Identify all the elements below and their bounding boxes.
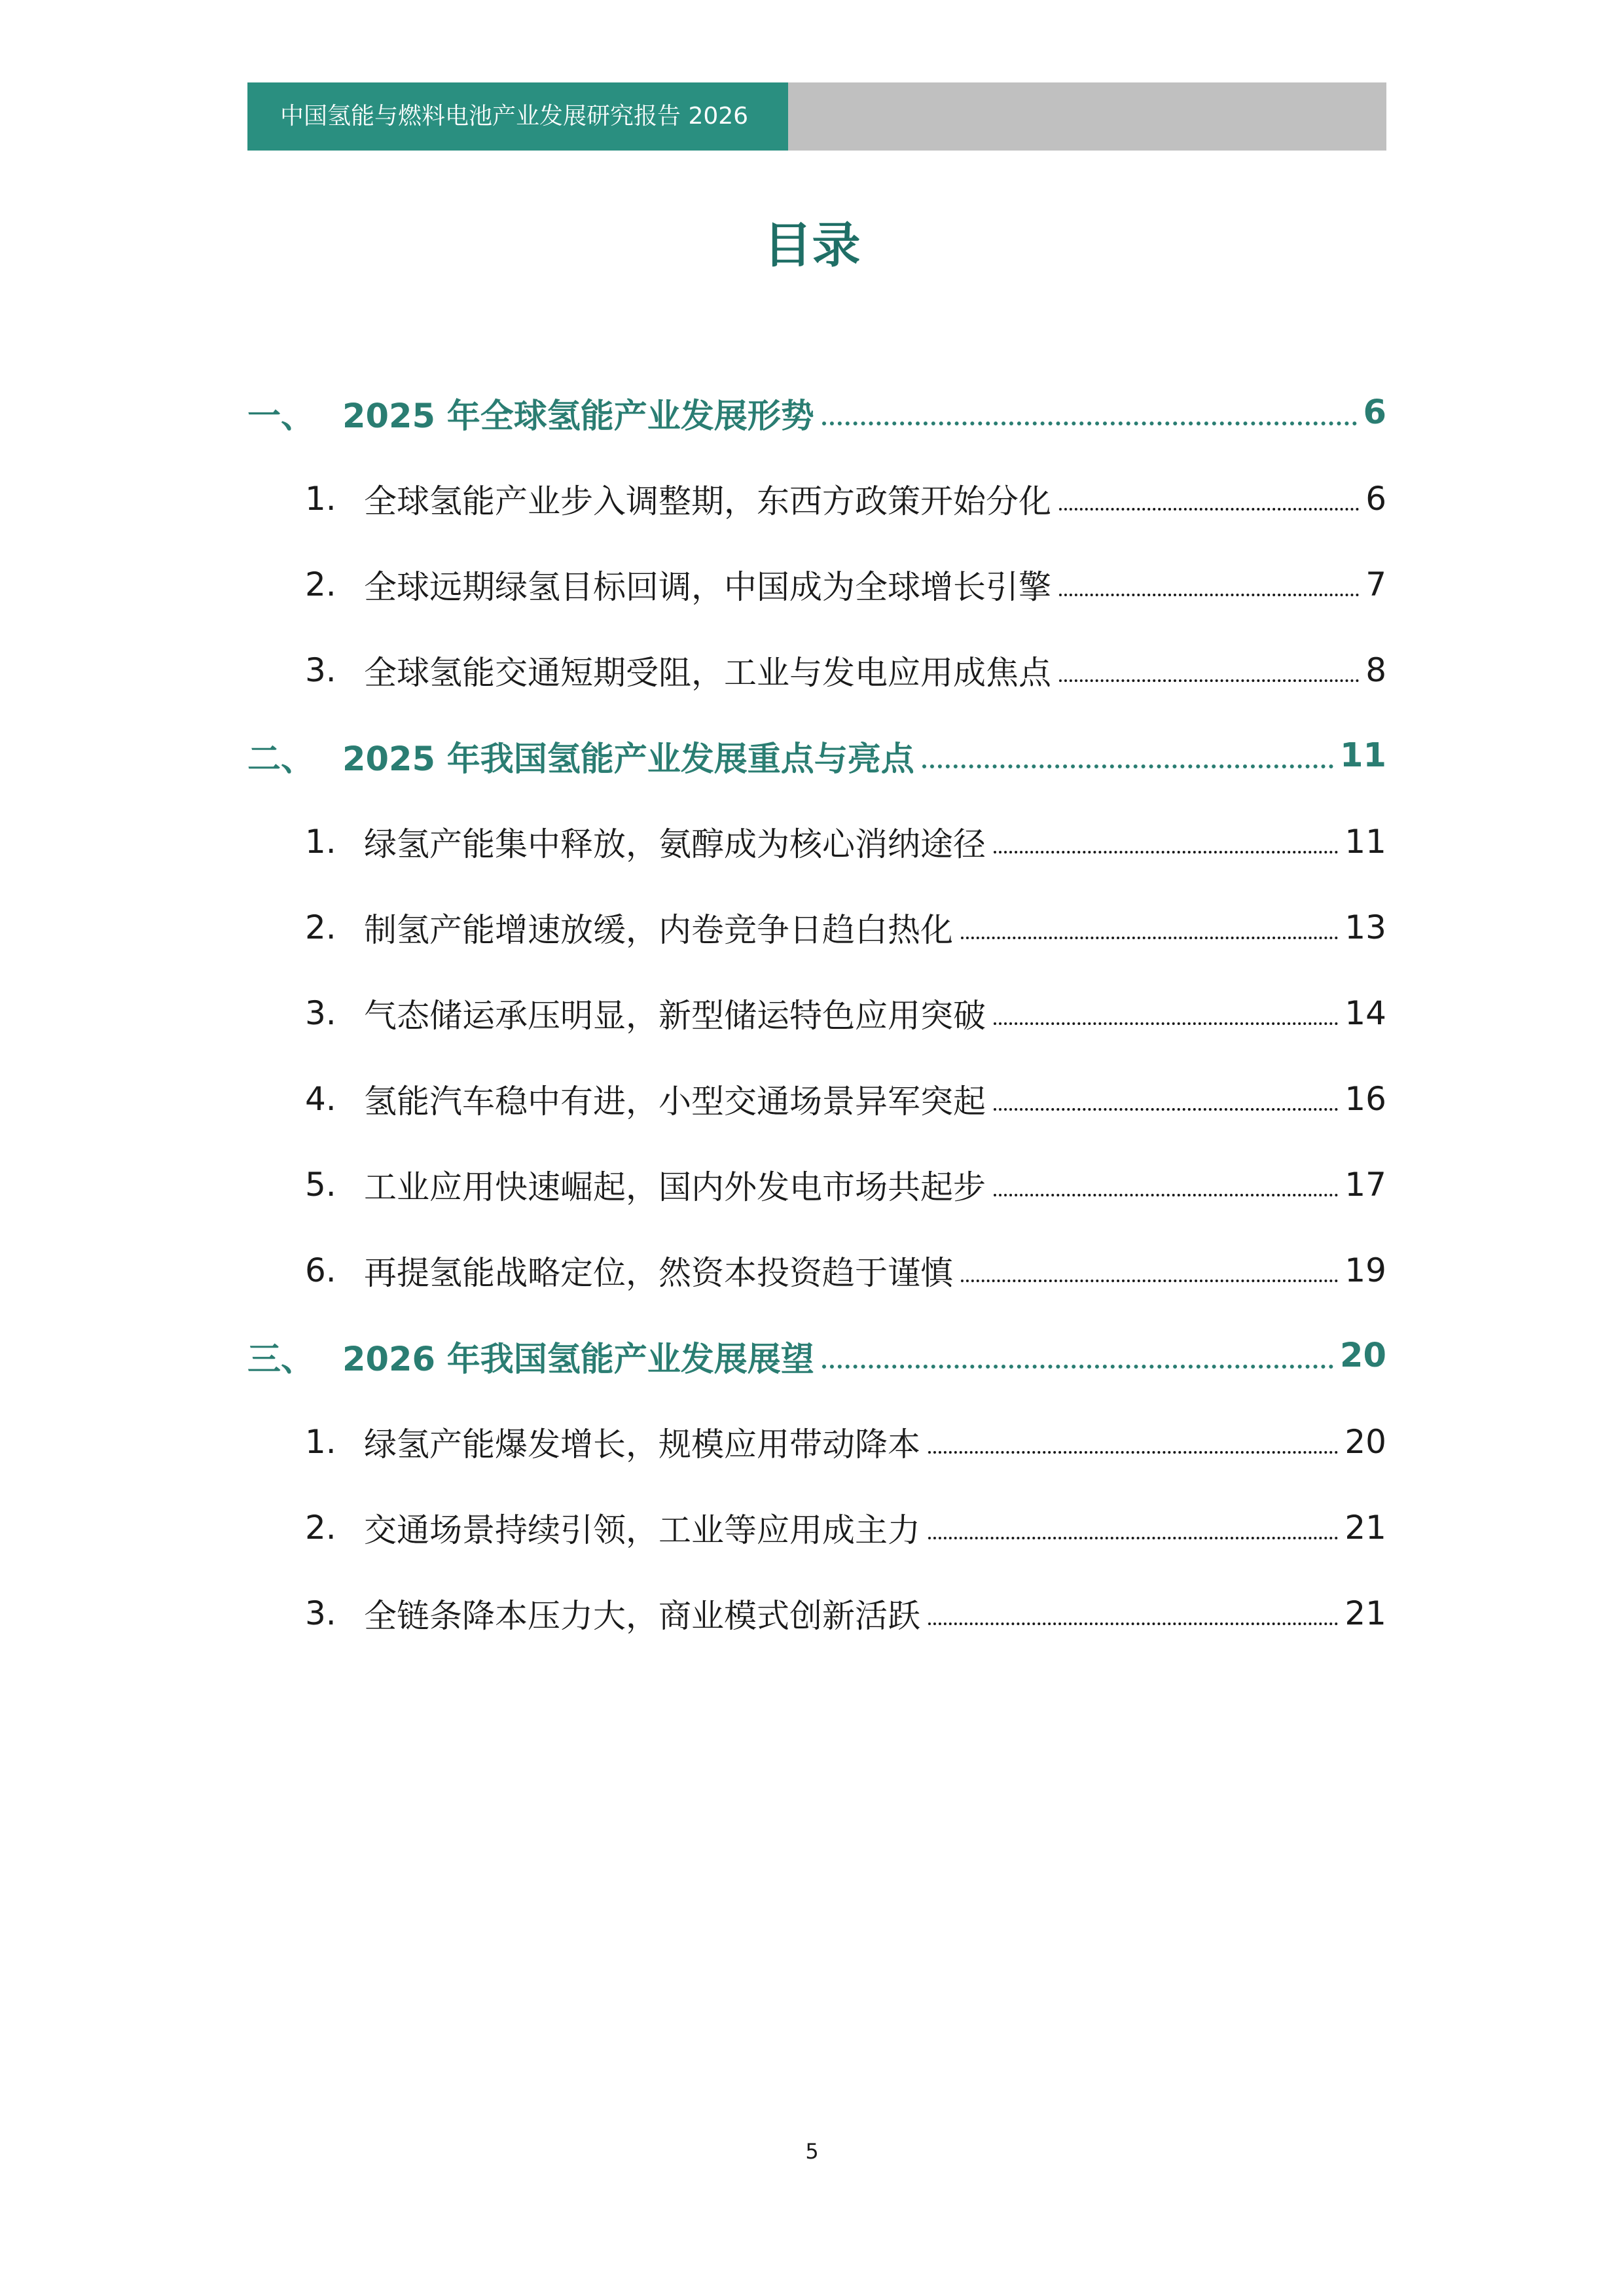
item-page: 13 — [1344, 908, 1386, 946]
item-title: 氢能汽车稳中有进，小型交通场景异军突起 — [364, 1082, 986, 1121]
dot-leader — [928, 1623, 1338, 1625]
item-title: 全球氢能交通短期受阻，工业与发电应用成焦点 — [364, 653, 1051, 692]
toc-title: 目录 — [763, 217, 861, 274]
toc-item[interactable] — [247, 970, 1386, 1056]
dot-leader — [961, 937, 1338, 939]
item-title: 绿氢产能爆发增长，规模应用带动降本 — [364, 1425, 920, 1463]
item-number: 2. — [305, 908, 336, 946]
item-number: 4. — [305, 1079, 336, 1118]
item-number: 1. — [305, 1422, 336, 1461]
item-page: 21 — [1344, 1594, 1386, 1632]
item-title: 工业应用快速崛起，国内外发电市场共起步 — [364, 1168, 986, 1206]
item-page: 20 — [1344, 1422, 1386, 1461]
dot-leader — [994, 1108, 1338, 1111]
item-page: 14 — [1344, 994, 1386, 1032]
item-page: 7 — [1365, 565, 1386, 603]
toc-item[interactable] — [247, 1484, 1386, 1570]
dot-leader — [994, 1022, 1338, 1025]
item-number: 3. — [305, 994, 336, 1032]
section-page: 20 — [1340, 1336, 1386, 1375]
item-title: 全球远期绿氢目标回调，中国成为全球增长引擎 — [364, 567, 1051, 606]
toc-item[interactable] — [247, 627, 1386, 713]
section-page: 6 — [1363, 393, 1386, 432]
item-page: 19 — [1344, 1251, 1386, 1289]
page-number: 5 — [805, 2139, 819, 2164]
item-title: 全链条降本压力大，商业模式创新活跃 — [364, 1596, 920, 1635]
dot-leader — [928, 1537, 1338, 1539]
page-header — [247, 82, 1386, 151]
header-title: 中国氢能与燃料电池产业发展研究报告 2026 — [247, 82, 788, 151]
item-title: 制氢产能增速放缓，内卷竞争日趋白热化 — [364, 910, 953, 949]
dot-leader — [1059, 679, 1359, 682]
toc-section[interactable] — [247, 1313, 1386, 1399]
section-title: 2026 年我国氢能产业发展展望 — [342, 1340, 814, 1379]
toc-item[interactable] — [247, 456, 1386, 541]
item-number: 3. — [305, 1594, 336, 1632]
item-number: 1. — [305, 479, 336, 518]
item-number: 5. — [305, 1165, 336, 1204]
toc-item[interactable] — [247, 1570, 1386, 1656]
item-title: 交通场景持续引领，工业等应用成主力 — [364, 1511, 920, 1549]
item-number: 3. — [305, 651, 336, 689]
dot-leader — [822, 422, 1357, 425]
section-number: 三、 — [247, 1340, 315, 1379]
item-number: 2. — [305, 565, 336, 603]
section-title: 2025 年我国氢能产业发展重点与亮点 — [342, 740, 914, 779]
dot-leader — [994, 1194, 1338, 1196]
toc-item[interactable] — [247, 1056, 1386, 1141]
section-page: 11 — [1340, 736, 1386, 775]
item-number: 1. — [305, 822, 336, 861]
section-title: 2025 年全球氢能产业发展形势 — [342, 397, 814, 436]
toc-item[interactable] — [247, 541, 1386, 627]
dot-leader — [822, 1365, 1333, 1369]
item-page: 11 — [1344, 822, 1386, 861]
table-of-contents — [247, 370, 1386, 1656]
item-page: 6 — [1365, 479, 1386, 518]
dot-leader — [928, 1451, 1338, 1454]
item-page: 17 — [1344, 1165, 1386, 1204]
dot-leader — [994, 851, 1338, 853]
dot-leader — [1059, 508, 1359, 511]
toc-item[interactable] — [247, 1227, 1386, 1313]
item-title: 绿氢产能集中释放，氨醇成为核心消纳途径 — [364, 825, 986, 863]
section-number: 一、 — [247, 397, 315, 436]
toc-item[interactable] — [247, 1141, 1386, 1227]
toc-item[interactable] — [247, 1399, 1386, 1484]
toc-item[interactable] — [247, 798, 1386, 884]
item-page: 16 — [1344, 1079, 1386, 1118]
item-title: 全球氢能产业步入调整期，东西方政策开始分化 — [364, 482, 1051, 520]
item-number: 6. — [305, 1251, 336, 1289]
dot-leader — [961, 1280, 1338, 1282]
toc-section[interactable] — [247, 713, 1386, 798]
toc-item[interactable] — [247, 884, 1386, 970]
item-title: 气态储运承压明显，新型储运特色应用突破 — [364, 996, 986, 1035]
item-title: 再提氢能战略定位，然资本投资趋于谨慎 — [364, 1253, 953, 1292]
item-page: 8 — [1365, 651, 1386, 689]
dot-leader — [922, 764, 1333, 768]
section-number: 二、 — [247, 740, 315, 779]
toc-section[interactable] — [247, 370, 1386, 456]
item-number: 2. — [305, 1508, 336, 1547]
dot-leader — [1059, 594, 1359, 596]
item-page: 21 — [1344, 1508, 1386, 1547]
